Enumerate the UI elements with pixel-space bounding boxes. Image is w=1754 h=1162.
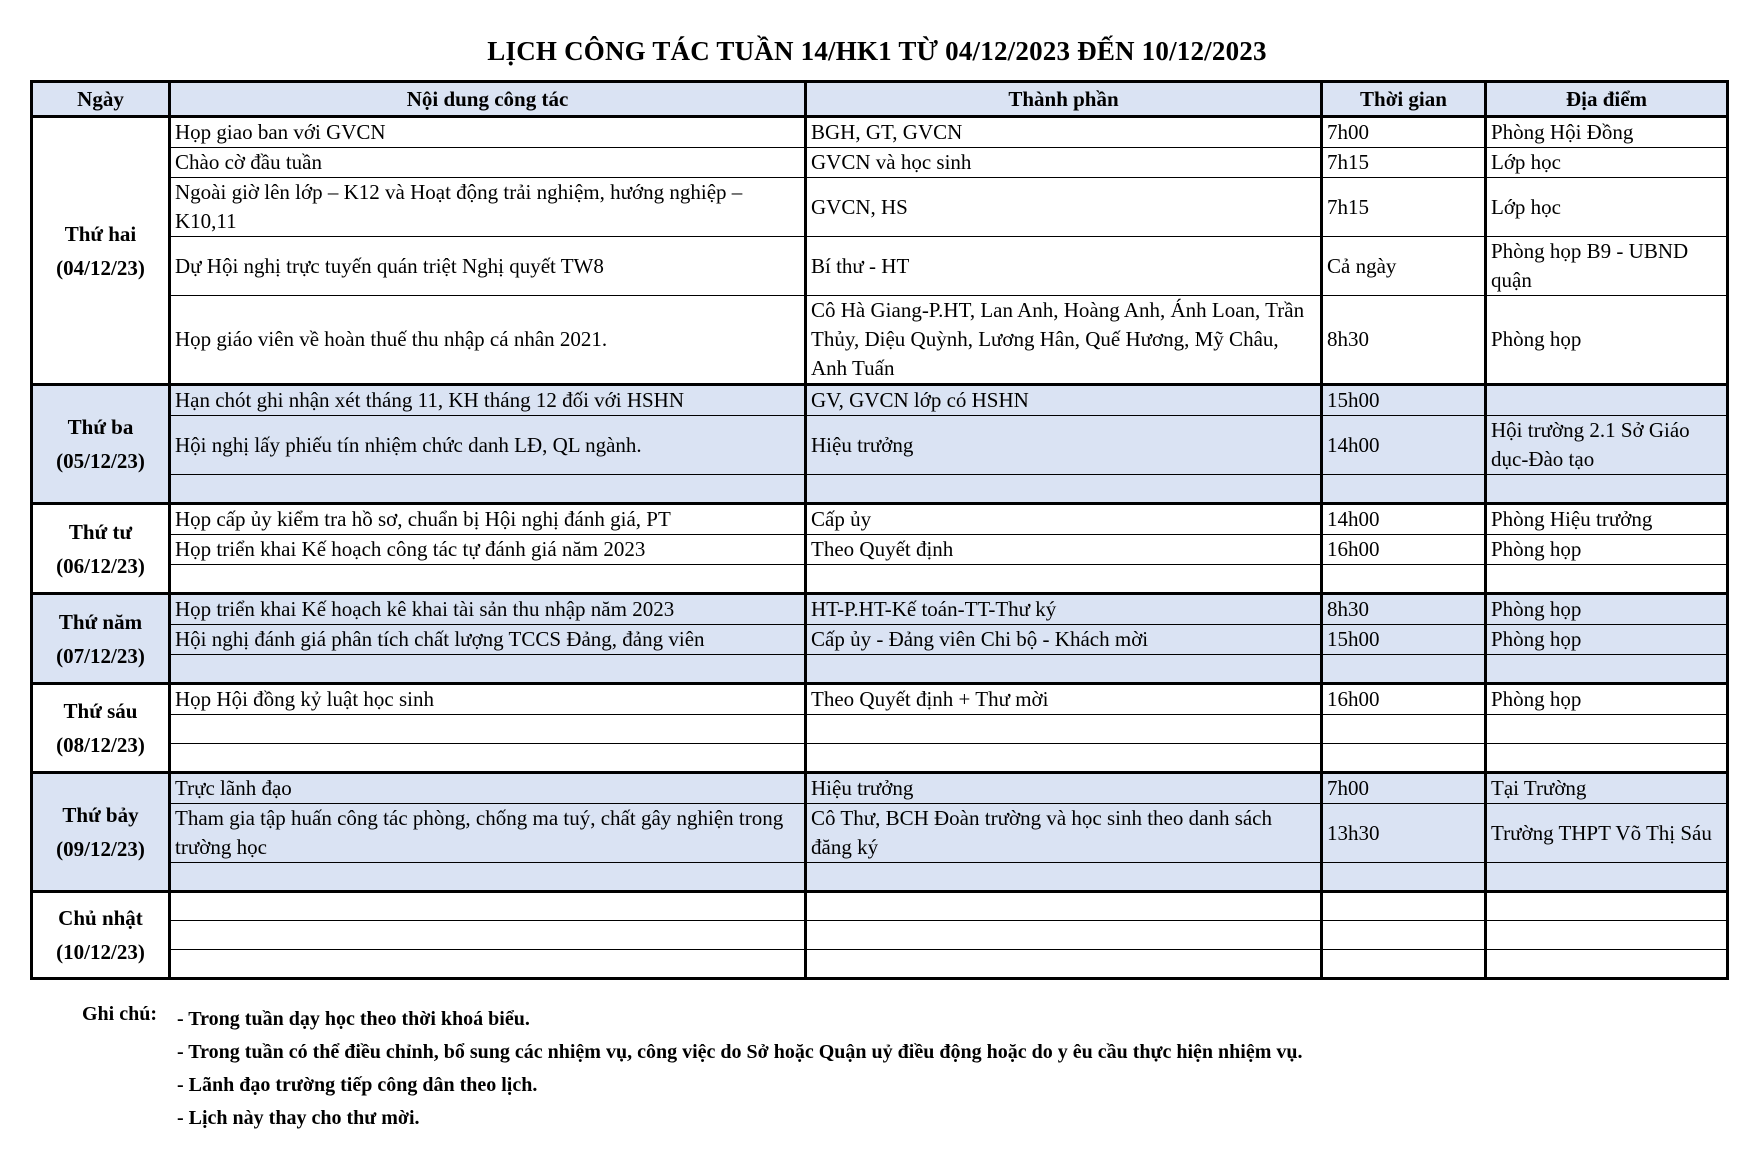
- participants-cell: [806, 565, 1322, 594]
- location-cell: Trường THPT Võ Thị Sáu: [1486, 804, 1728, 863]
- participants-cell: Cô Hà Giang-P.HT, Lan Anh, Hoàng Anh, Ánh Loan, Trần Thủy, Diệu Quỳnh, Lương Hân, Quế Hương, Mỹ Châu, Anh Tuấn: [806, 296, 1322, 385]
- content-cell: Họp triển khai Kế hoạch kê khai tài sản thu nhập năm 2023: [170, 594, 806, 625]
- participants-cell: Hiệu trưởng: [806, 416, 1322, 475]
- location-cell: Phòng Hiệu trưởng: [1486, 504, 1728, 535]
- location-cell: Phòng họp: [1486, 625, 1728, 655]
- table-row: [32, 594, 1728, 625]
- content-cell: [170, 950, 806, 979]
- time-cell: [1322, 744, 1486, 773]
- content-cell: Họp cấp ủy kiểm tra hồ sơ, chuẩn bị Hội nghị đánh giá, PT: [170, 504, 806, 535]
- location-cell: [1486, 475, 1728, 504]
- schedule-table: [30, 80, 1729, 980]
- day-cell: [32, 594, 170, 684]
- content-cell: Trực lãnh đạo: [170, 773, 806, 804]
- header-time: Thời gian: [1322, 82, 1486, 117]
- location-cell: Phòng họp: [1486, 535, 1728, 565]
- table-row: [32, 773, 1728, 804]
- table-row: [32, 625, 1728, 655]
- time-cell: [1322, 921, 1486, 950]
- header-row: [32, 82, 1728, 117]
- table-row: [32, 296, 1728, 385]
- day-date: (06/12/23): [56, 553, 145, 578]
- participants-cell: [806, 715, 1322, 744]
- content-cell: [170, 921, 806, 950]
- time-cell: 7h15: [1322, 178, 1486, 237]
- location-cell: [1486, 921, 1728, 950]
- time-cell: 15h00: [1322, 385, 1486, 416]
- location-cell: Phòng họp: [1486, 296, 1728, 385]
- table-row: [32, 178, 1728, 237]
- table-row: [32, 950, 1728, 979]
- table-row: [32, 744, 1728, 773]
- day-date: (05/12/23): [56, 449, 145, 473]
- day-cell: [32, 773, 170, 892]
- table-row: [32, 535, 1728, 565]
- location-cell: [1486, 863, 1728, 892]
- table-row: [32, 921, 1728, 950]
- table-row: [32, 416, 1728, 475]
- location-cell: Phòng Hội Đồng: [1486, 117, 1728, 148]
- participants-cell: GV, GVCN lớp có HSHN: [806, 385, 1322, 416]
- note-item: - Trong tuần có thể điều chỉnh, bổ sung các nhiệm vụ, công việc do Sở hoặc Quận uỷ điều động hoặc do y êu cầu thực hiện nhiệm vụ.: [177, 1041, 1303, 1063]
- participants-cell: BGH, GT, GVCN: [806, 117, 1322, 148]
- header-day: Ngày: [32, 82, 170, 117]
- content-cell: [170, 744, 806, 773]
- table-row: [32, 655, 1728, 684]
- content-cell: Họp giao ban với GVCN: [170, 117, 806, 148]
- time-cell: 7h00: [1322, 117, 1486, 148]
- day-date: (08/12/23): [56, 733, 145, 757]
- participants-cell: Bí thư - HT: [806, 237, 1322, 296]
- location-cell: [1486, 565, 1728, 594]
- day-date: (07/12/23): [56, 643, 145, 668]
- day-date: (04/12/23): [56, 255, 145, 280]
- time-cell: 14h00: [1322, 416, 1486, 475]
- location-cell: Tại Trường: [1486, 773, 1728, 804]
- time-cell: 14h00: [1322, 504, 1486, 535]
- notes-label: Ghi chú:: [82, 1003, 158, 1025]
- table-row: [32, 475, 1728, 504]
- content-cell: Họp Hội đồng kỷ luật học sinh: [170, 684, 806, 715]
- time-cell: [1322, 715, 1486, 744]
- location-cell: [1486, 655, 1728, 684]
- content-cell: [170, 475, 806, 504]
- participants-cell: GVCN và học sinh: [806, 148, 1322, 178]
- note-item: - Trong tuần dạy học theo thời khoá biểu.: [177, 1008, 530, 1030]
- participants-cell: Cô Thư, BCH Đoàn trường và học sinh theo danh sách đăng ký: [806, 804, 1322, 863]
- time-cell: [1322, 892, 1486, 921]
- location-cell: [1486, 385, 1728, 416]
- time-cell: 16h00: [1322, 535, 1486, 565]
- participants-cell: Cấp ủy: [806, 504, 1322, 535]
- day-cell: [32, 504, 170, 594]
- location-cell: Lớp học: [1486, 148, 1728, 178]
- schedule-body: [32, 117, 1728, 979]
- location-cell: [1486, 715, 1728, 744]
- participants-cell: HT-P.HT-Kế toán-TT-Thư ký: [806, 594, 1322, 625]
- location-cell: [1486, 744, 1728, 773]
- header-content: Nội dung công tác: [170, 82, 806, 117]
- time-cell: 15h00: [1322, 625, 1486, 655]
- notes-list: [177, 1003, 1577, 1135]
- time-cell: 8h30: [1322, 296, 1486, 385]
- day-name: Thứ tư: [68, 519, 133, 544]
- content-cell: Chào cờ đầu tuần: [170, 148, 806, 178]
- content-cell: Hội nghị lấy phiếu tín nhiệm chức danh LĐ, QL ngành.: [170, 416, 806, 475]
- day-cell: [32, 117, 170, 385]
- day-name: Thứ sáu: [63, 699, 138, 723]
- participants-cell: [806, 744, 1322, 773]
- participants-cell: Theo Quyết định: [806, 535, 1322, 565]
- participants-cell: Theo Quyết định + Thư mời: [806, 684, 1322, 715]
- location-cell: Hội trường 2.1 Sở Giáo dục-Đào tạo: [1486, 416, 1728, 475]
- day-date: (10/12/23): [56, 940, 145, 964]
- content-cell: [170, 715, 806, 744]
- day-name: Chủ nhật: [58, 906, 143, 930]
- time-cell: 7h15: [1322, 148, 1486, 178]
- note-item: - Lãnh đạo trường tiếp công dân theo lịch.: [177, 1074, 538, 1096]
- day-name: Thứ bảy: [62, 803, 139, 827]
- participants-cell: [806, 475, 1322, 504]
- day-cell: [32, 385, 170, 504]
- participants-cell: [806, 921, 1322, 950]
- location-cell: Lớp học: [1486, 178, 1728, 237]
- table-row: [32, 804, 1728, 863]
- time-cell: [1322, 655, 1486, 684]
- time-cell: 7h00: [1322, 773, 1486, 804]
- time-cell: 13h30: [1322, 804, 1486, 863]
- content-cell: Dự Hội nghị trực tuyến quán triệt Nghị quyết TW8: [170, 237, 806, 296]
- location-cell: [1486, 950, 1728, 979]
- content-cell: [170, 892, 806, 921]
- table-row: [32, 504, 1728, 535]
- header-location: Địa điểm: [1486, 82, 1728, 117]
- content-cell: [170, 655, 806, 684]
- location-cell: Phòng họp B9 - UBND quận: [1486, 237, 1728, 296]
- time-cell: [1322, 565, 1486, 594]
- content-cell: Họp giáo viên về hoàn thuế thu nhập cá nhân 2021.: [170, 296, 806, 385]
- time-cell: [1322, 863, 1486, 892]
- table-row: [32, 237, 1728, 296]
- location-cell: [1486, 892, 1728, 921]
- day-name: Thứ ba: [67, 415, 134, 439]
- table-row: [32, 117, 1728, 148]
- time-cell: [1322, 950, 1486, 979]
- table-row: [32, 863, 1728, 892]
- content-cell: Hội nghị đánh giá phân tích chất lượng TCCS Đảng, đảng viên: [170, 625, 806, 655]
- table-row: [32, 715, 1728, 744]
- table-row: [32, 892, 1728, 921]
- note-item: - Lịch này thay cho thư mời.: [177, 1107, 420, 1129]
- participants-cell: Hiệu trưởng: [806, 773, 1322, 804]
- table-row: [32, 148, 1728, 178]
- header-participants: Thành phần: [806, 82, 1322, 117]
- page-title: LỊCH CÔNG TÁC TUẦN 14/HK1 TỪ 04/12/2023 ĐẾN 10/12/2023: [487, 36, 1267, 66]
- content-cell: Ngoài giờ lên lớp – K12 và Hoạt động trải nghiệm, hướng nghiệp – K10,11: [170, 178, 806, 237]
- participants-cell: [806, 892, 1322, 921]
- table-row: [32, 565, 1728, 594]
- day-name: Thứ năm: [58, 609, 143, 634]
- content-cell: Hạn chót ghi nhận xét tháng 11, KH tháng 12 đối với HSHN: [170, 385, 806, 416]
- day-cell: [32, 892, 170, 979]
- day-cell: [32, 684, 170, 773]
- participants-cell: GVCN, HS: [806, 178, 1322, 237]
- participants-cell: [806, 950, 1322, 979]
- participants-cell: [806, 863, 1322, 892]
- time-cell: Cả ngày: [1322, 237, 1486, 296]
- content-cell: Tham gia tập huấn công tác phòng, chống ma tuý, chất gây nghiện trong trường học: [170, 804, 806, 863]
- table-row: [32, 684, 1728, 715]
- content-cell: Họp triển khai Kế hoạch công tác tự đánh giá năm 2023: [170, 535, 806, 565]
- location-cell: Phòng họp: [1486, 594, 1728, 625]
- content-cell: [170, 863, 806, 892]
- participants-cell: Cấp ủy - Đảng viên Chi bộ - Khách mời: [806, 625, 1322, 655]
- table-row: [32, 385, 1728, 416]
- participants-cell: [806, 655, 1322, 684]
- time-cell: 16h00: [1322, 684, 1486, 715]
- time-cell: [1322, 475, 1486, 504]
- location-cell: Phòng họp: [1486, 684, 1728, 715]
- time-cell: 8h30: [1322, 594, 1486, 625]
- content-cell: [170, 565, 806, 594]
- day-name: Thứ hai: [64, 221, 137, 246]
- day-date: (09/12/23): [56, 837, 145, 861]
